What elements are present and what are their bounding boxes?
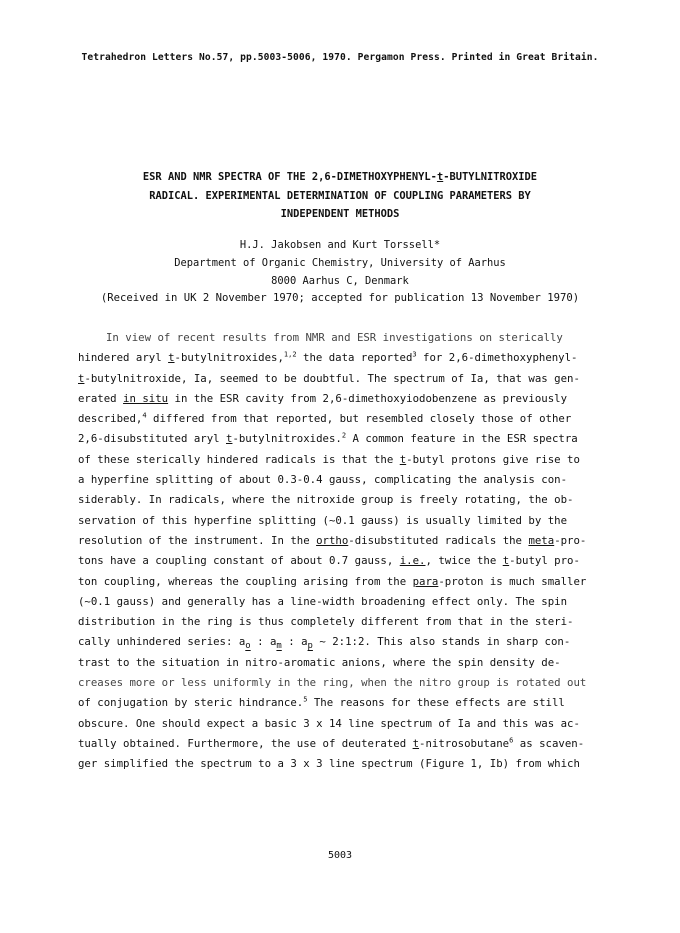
body-line: (~0.1 gauss) and generally has a line-width broadening effect only. The spin [78, 594, 568, 608]
author-department: Department of Organic Chemistry, University of Aarhus [174, 257, 506, 269]
author-address: 8000 Aarhus C, Denmark [271, 275, 409, 287]
body-line: servation of this hyperfine splitting (~0.1 gauss) is usually limited by the [78, 513, 568, 527]
body-line: a hyperfine splitting of about 0.3-0.4 gauss, complicating the analysis con- [78, 473, 568, 487]
paper-title [0, 168, 680, 224]
body-line: described,$^4$ differed from that reported, but resembled closely those of other [78, 411, 572, 426]
received-note: (Received in UK 2 November 1970; accepted for publication 13 November 1970) [100, 292, 580, 304]
body-line: obscure. One should expect a basic 3 x 14 line spectrum of Ia and this was ac- [78, 716, 580, 730]
running-header: Tetrahedron Letters No.57, pp.5003-5006, 1970. Pergamon Press. Printed in Great Britain. [81, 52, 599, 63]
author-names: H.J. Jakobsen and Kurt Torssell* [239, 239, 441, 251]
title-italic-t: t [436, 171, 444, 183]
body-line: ger simplified the spectrum to a 3 x 3 line spectrum (Figure 1, Ib) from which [78, 757, 580, 771]
body-line: In view of recent results from NMR and ESR investigations on sterically [106, 331, 563, 344]
body-line: hindered aryl t-butylnitroxides,$^{1,2}$ the data reported$^3$ for 2,6-dimethoxyphenyl- [78, 350, 578, 365]
body-line: t-butylnitroxide, Ia, seemed to be doubtful. The spectrum of Ia, that was gen- [78, 371, 580, 385]
body-line: cally unhindered series: $a_o$ : $a_m$ : $a_p$ ~ 2:1:2. This also stands in sharp con- [78, 635, 571, 652]
body-line: creases more or less uniformly in the ring, when the nitro group is rotated out [78, 676, 587, 690]
body-line: erated in situ in the ESR cavity from 2,6-dimethoxyiodobenzene as previously [78, 391, 568, 405]
body-line: 2,6-disubstituted aryl t-butylnitroxides.$^2$ A common feature in the ESR spectra [78, 431, 578, 446]
author-block [0, 236, 680, 290]
page-number: 5003 [327, 850, 353, 861]
body-line: of conjugation by steric hindrance.$^5$ The reasons for these effects are still [78, 695, 565, 710]
body-line: tons have a coupling constant of about 0.7 gauss, i.e., twice the t-butyl pro- [78, 554, 580, 568]
body-line: siderably. In radicals, where the nitroxide group is freely rotating, the ob- [78, 493, 574, 507]
body-line: resolution of the instrument. In the ortho-disubstituted radicals the meta-pro- [78, 533, 587, 547]
title-line-3: INDEPENDENT METHODS [280, 208, 400, 220]
title-line-2: RADICAL. EXPERIMENTAL DETERMINATION OF COUPLING PARAMETERS BY [149, 189, 531, 202]
body-line: ton coupling, whereas the coupling arising from the para-proton is much smaller [78, 574, 587, 588]
title-line-1: ESR AND NMR SPECTRA OF THE 2,6-DIMETHOXYPHENYL-t-BUTYLNITROXIDE [142, 171, 538, 183]
body-line: of these sterically hindered radicals is that the t-butyl protons give rise to [78, 452, 580, 466]
body-paragraph [78, 328, 623, 775]
body-line: tually obtained. Furthermore, the use of deuterated t-nitrosobutane$^6$ as scaven- [78, 736, 585, 750]
body-line: trast to the situation in nitro-aromatic anions, where the spin density de- [78, 655, 561, 669]
body-line: distribution in the ring is thus completely different from that in the steri- [78, 615, 574, 629]
